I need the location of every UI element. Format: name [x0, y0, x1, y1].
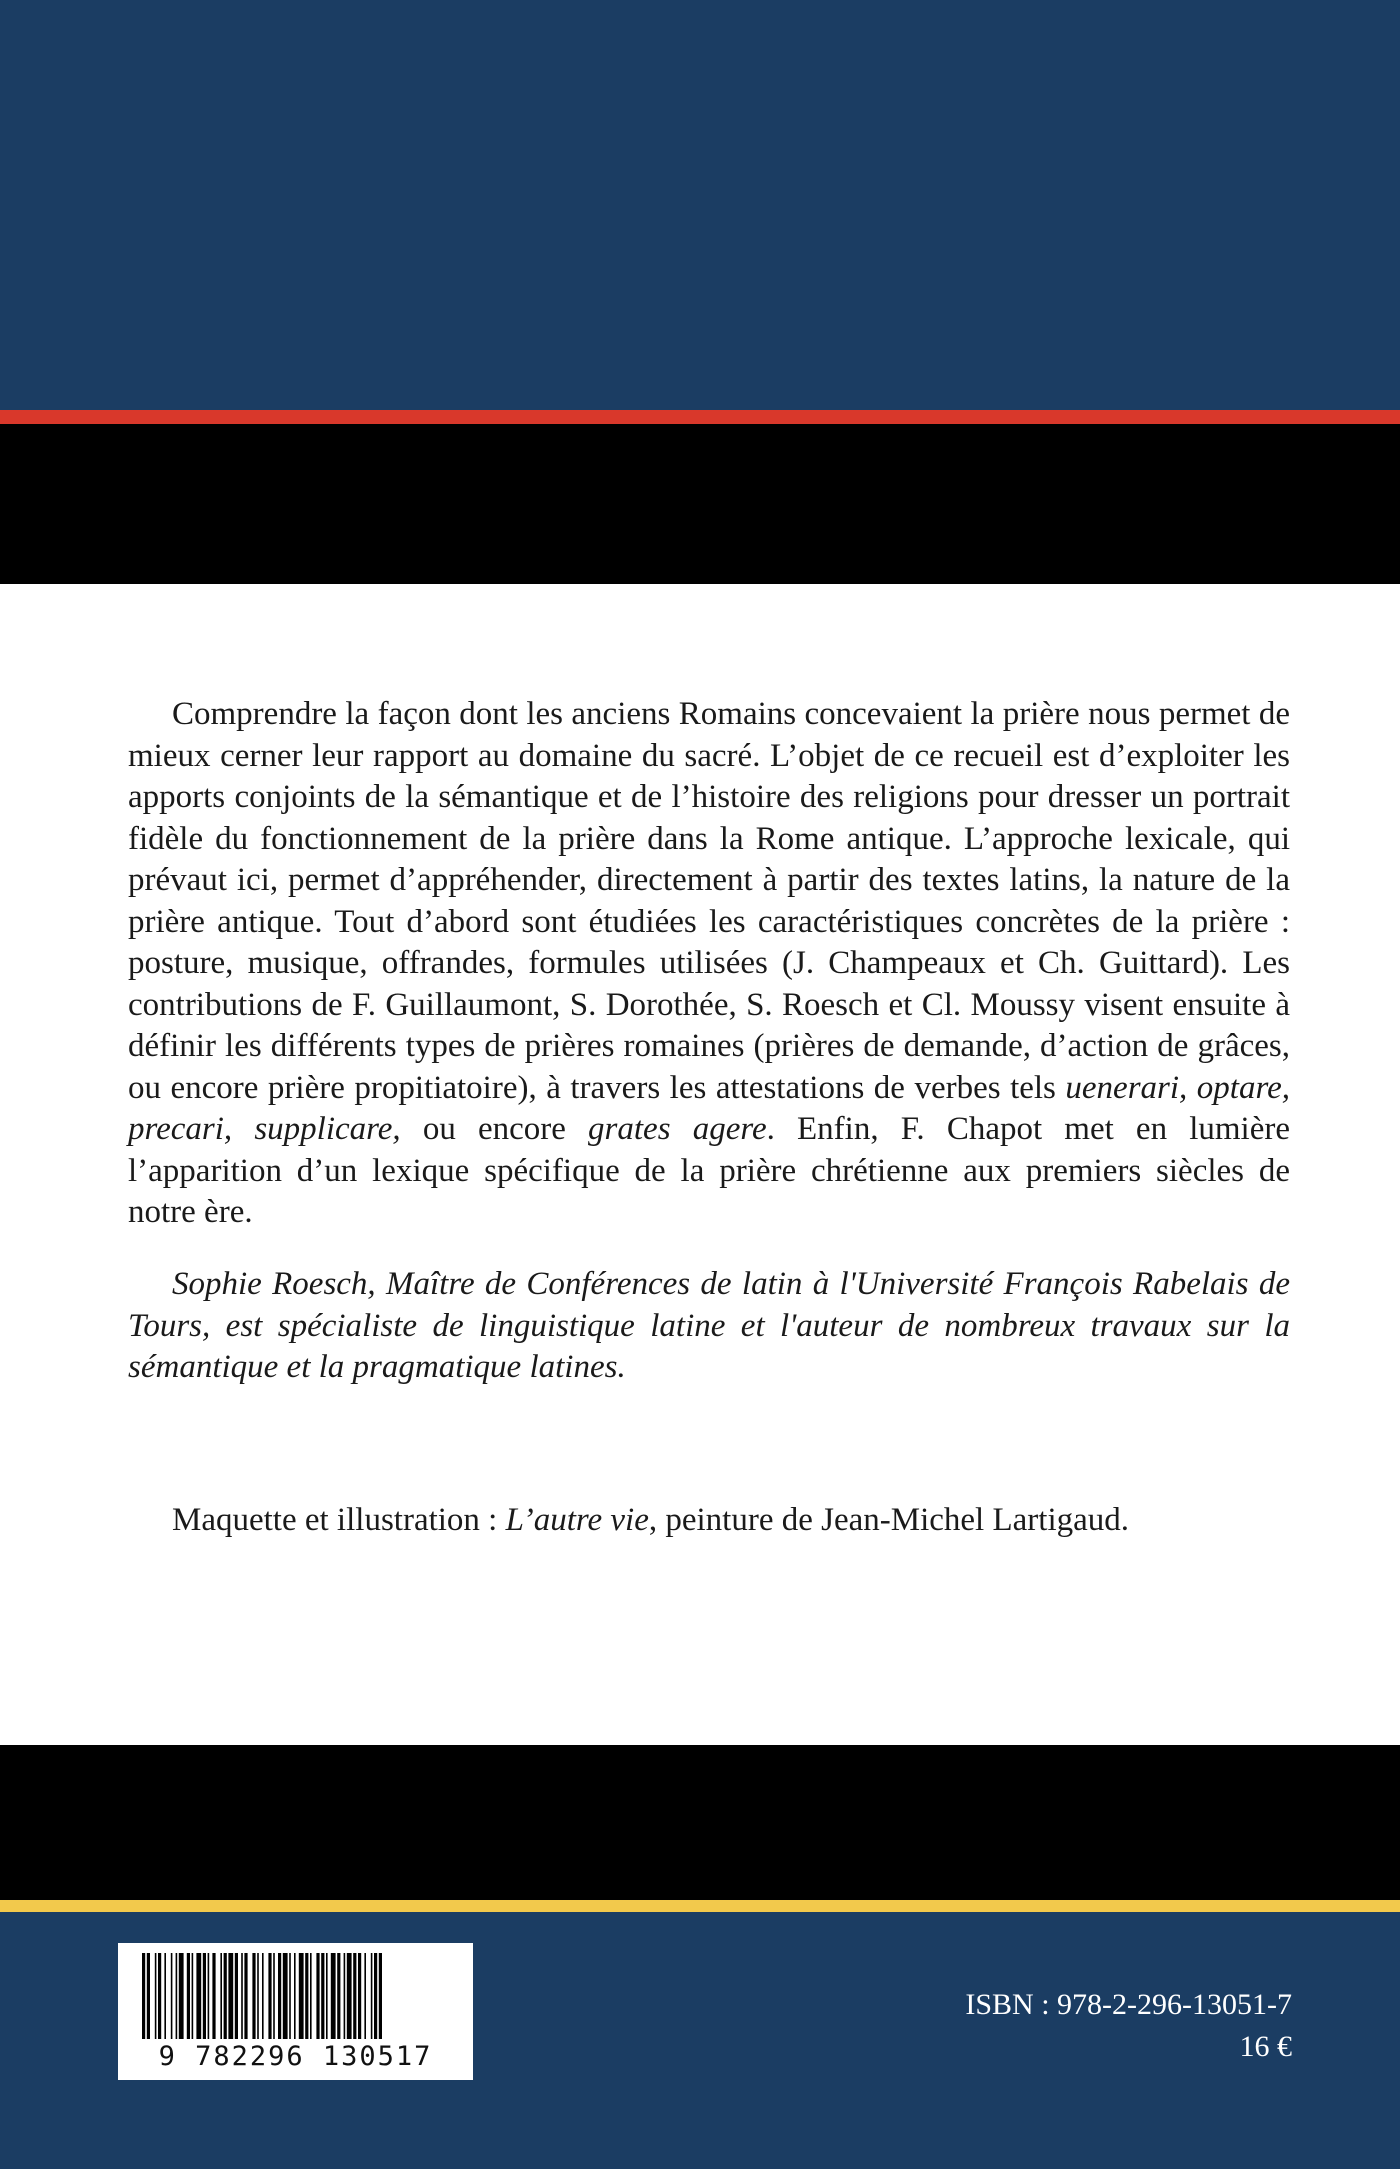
author-bio-text: Sophie Roesch, Maître de Conférences de latin à l'Université François Rabelais de Tours, est spécialiste de linguistique latine et l'auteur de nombreux travaux sur la sémantique et la pragmatique latines.: [128, 1266, 1290, 1385]
barcode-bar: [331, 1953, 336, 2039]
barcode-digits: 9 782296 130517: [158, 2041, 433, 2072]
artwork-title: L’autre vie: [505, 1502, 649, 1538]
barcode-bar: [273, 1953, 275, 2039]
barcode-bar: [179, 1953, 184, 2039]
barcode-bar: [358, 1953, 361, 2039]
barcode-bar: [347, 1953, 352, 2039]
price: 16 €: [1239, 2030, 1292, 2063]
barcode-bar: [203, 1953, 206, 2039]
barcode-bar: [371, 1953, 373, 2039]
barcode-bar: [344, 1953, 346, 2039]
barcode-bar: [235, 1953, 238, 2039]
summary-text: ou encore: [400, 1111, 589, 1147]
summary-text: Comprendre la façon dont les anciens Romains concevaient la prière nous permet de mieux cerner leur rapport au domaine du sacré. L’objet de ce recueil est d’exploiter les apports conjoints de la sémantique et de l’histoire des religions pour dresser un portrait fidèle du fonctionnement de la prière dans la Rome antique. L’approche lexicale, qui prévaut ici, permet d’appréhender, directement à partir des textes latins, la nature de la prière antique. Tout d’abord sont étudiées les caractéristiques concrètes de la prière : posture, musique, offrandes, formules utilisées (J. Champeaux et Ch. Guittard). Les contributions de F. Guillaumont, S. Dorothée, S. Roesch et Cl. Moussy visent ensuite à définir les différents types de prières romaines (prières de demande, d’action de grâces, ou encore prière propitiatoire), à travers les attestations de verbes tels: [128, 696, 1290, 1106]
barcode-bar: [155, 1953, 157, 2039]
barcode-bar: [212, 1953, 215, 2039]
yellow-stripe: [0, 1900, 1400, 1912]
isbn: ISBN : 978-2-296-13051-7: [965, 1988, 1292, 2021]
barcode-bar: [192, 1953, 194, 2039]
barcode-bar: [321, 1953, 324, 2039]
barcode-bar: [257, 1953, 259, 2039]
bottom-black-band: [0, 1745, 1400, 1900]
barcode-bar: [158, 1953, 161, 2039]
summary-paragraph: [128, 694, 1290, 1234]
barcode-bar: [294, 1953, 296, 2039]
credits: [128, 1500, 1290, 1542]
barcode-bar: [283, 1953, 288, 2039]
barcode-bar: [228, 1953, 233, 2039]
barcode-bars: [132, 1953, 459, 2041]
barcode-bar: [220, 1953, 222, 2039]
barcode-bar: [289, 1953, 291, 2039]
barcode-bar: [305, 1953, 308, 2039]
barcode-bar: [164, 1953, 166, 2039]
barcode-bar: [379, 1953, 382, 2039]
barcode-bar: [208, 1953, 210, 2039]
barcode-bar: [241, 1953, 243, 2039]
credits-prefix: Maquette et illustration :: [172, 1502, 506, 1538]
barcode-bar: [252, 1953, 255, 2039]
barcode-bar: [262, 1953, 264, 2039]
barcode-bar: [187, 1953, 190, 2039]
barcode-bar: [278, 1953, 281, 2039]
barcode-bar: [142, 1953, 145, 2039]
barcode-bar: [374, 1953, 377, 2039]
credits-suffix: , peinture de Jean-Michel Lartigaud.: [648, 1502, 1130, 1538]
barcode-bar: [176, 1953, 178, 2039]
barcode-bar: [364, 1953, 366, 2039]
barcode-bar: [147, 1953, 150, 2039]
barcode-bar: [244, 1953, 247, 2039]
barcode-bar: [353, 1953, 356, 2039]
book-summary: [128, 694, 1290, 1234]
barcode-bar: [310, 1953, 312, 2039]
barcode-bar: [268, 1953, 271, 2039]
top-blue-band: [0, 0, 1400, 410]
barcode-bar: [196, 1953, 201, 2039]
credits-line: [128, 1500, 1290, 1542]
barcode-bar: [316, 1953, 319, 2039]
barcode-bar: [224, 1953, 227, 2039]
author-bio: [128, 1264, 1290, 1389]
summary-text: . Enfin, F. Chapot met en lumière l’apparition d’un lexique spécifique de la prière chrétienne aux premiers siècles de notre ère.: [128, 1111, 1291, 1230]
barcode-bar: [326, 1953, 328, 2039]
barcode: [118, 1943, 473, 2080]
barcode-bar: [171, 1953, 173, 2039]
barcode-bar: [337, 1953, 340, 2039]
latin-verbs: uenerari, optare, precari, supplicare,: [128, 1069, 1290, 1147]
latin-phrase: grates agere: [588, 1111, 767, 1147]
barcode-bar: [299, 1953, 304, 2039]
red-stripe: [0, 410, 1400, 424]
top-black-band: [0, 424, 1400, 584]
